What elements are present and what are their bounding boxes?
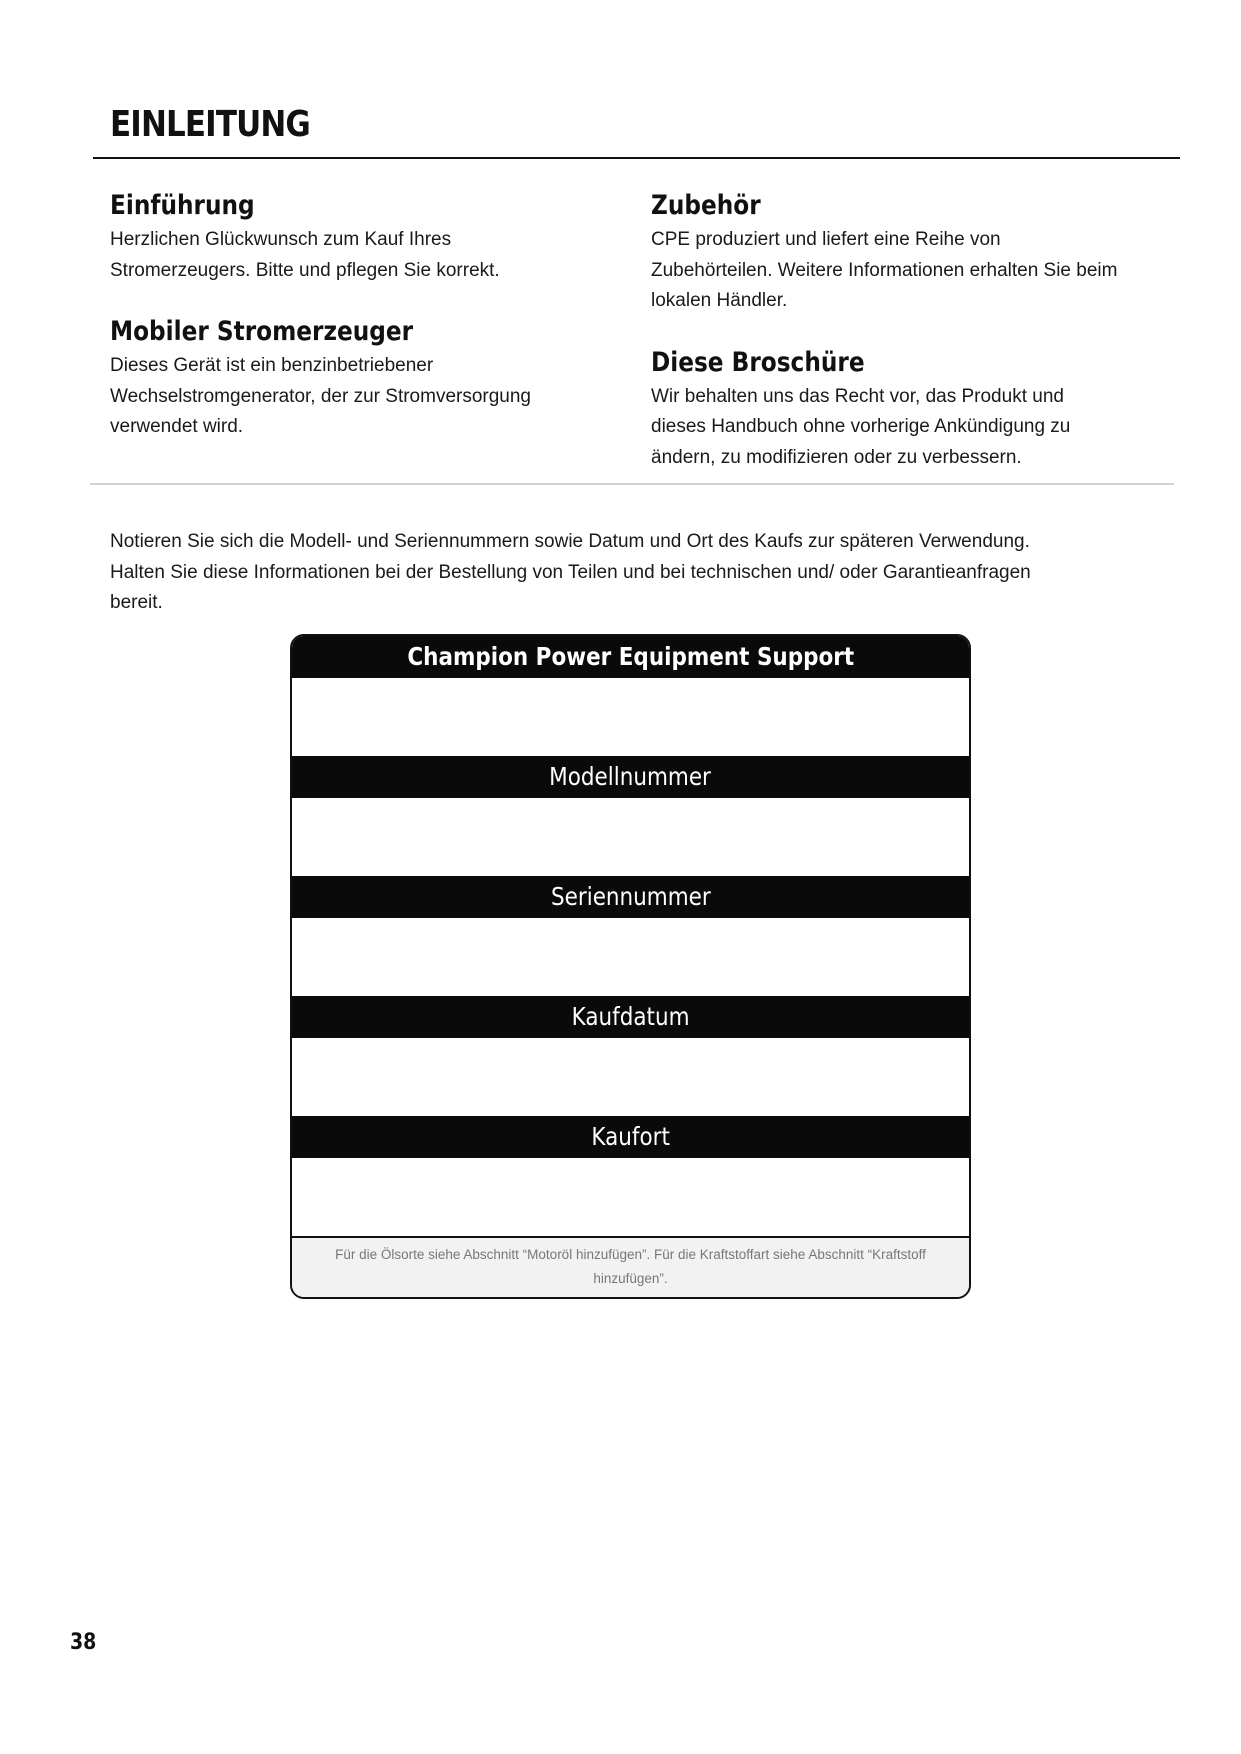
card-header-label: Champion Power Equipment Support	[407, 642, 854, 671]
section-diese-broschuere	[651, 347, 1121, 474]
section-heading: Einführung	[110, 190, 255, 221]
page-title: EINLEITUNG	[110, 104, 310, 145]
section-divider	[90, 483, 1174, 485]
field-label-seriennummer	[292, 876, 969, 918]
field-label-text: Seriennummer	[550, 882, 711, 911]
kaufort-field	[292, 1158, 969, 1236]
field-label-kaufort	[292, 1116, 969, 1158]
seriennummer-field	[292, 918, 969, 996]
support-info-card	[290, 634, 971, 1299]
section-text: Wir behalten uns das Recht vor, das Produkt und dieses Handbuch ohne vorherige Ankündigung zu ändern, zu modifizieren oder zu verbessern.	[651, 385, 1071, 468]
section-text: Dieses Gerät ist ein benzinbetriebener Wechselstromgenerator, der zur Stromversorgung verwendet wird.	[110, 355, 531, 437]
field-label-kaufdatum	[292, 996, 969, 1038]
modellnummer-field	[292, 798, 969, 876]
section-einfuehrung	[110, 190, 580, 286]
field-label-modellnummer	[292, 756, 969, 798]
section-text: CPE produziert und liefert eine Reihe von Zubehörteilen. Weitere Informationen erhalten Sie beim lokalen Händler.	[651, 229, 1118, 311]
section-text: Herzlichen Glückwunsch zum Kauf Ihres Stromerzeugers. Bitte und pflegen Sie korrekt.	[110, 229, 500, 281]
field-label-text: Kaufdatum	[571, 1002, 690, 1031]
section-mobiler-stromerzeuger	[110, 316, 580, 443]
card-footer-note: Für die Ölsorte siehe Abschnitt “Motoröl hinzufügen”. Für die Kraftstoffart siehe Abschnitt “Kraftstoff hinzufügen”.	[292, 1236, 969, 1299]
card-header	[292, 636, 969, 678]
blank-field	[292, 678, 969, 756]
page-number: 38	[70, 1630, 97, 1655]
section-heading: Zubehör	[651, 190, 761, 221]
field-label-text: Kaufort	[591, 1122, 670, 1151]
title-divider	[93, 157, 1180, 159]
section-heading: Diese Broschüre	[651, 346, 865, 378]
record-info-note: Notieren Sie sich die Modell- und Seriennummern sowie Datum und Ort des Kaufs zur späteren Verwendung. Halten Sie diese Informationen bei der Bestellung von Teilen und bei technischen und/ oder Garantieanfragen bereit.	[110, 531, 1031, 613]
left-column	[110, 190, 580, 473]
kaufdatum-field	[292, 1038, 969, 1116]
section-zubehoer	[651, 190, 1121, 317]
field-label-text: Modellnummer	[549, 762, 712, 791]
right-column	[651, 190, 1121, 503]
section-heading: Mobiler Stromerzeuger	[110, 316, 414, 347]
